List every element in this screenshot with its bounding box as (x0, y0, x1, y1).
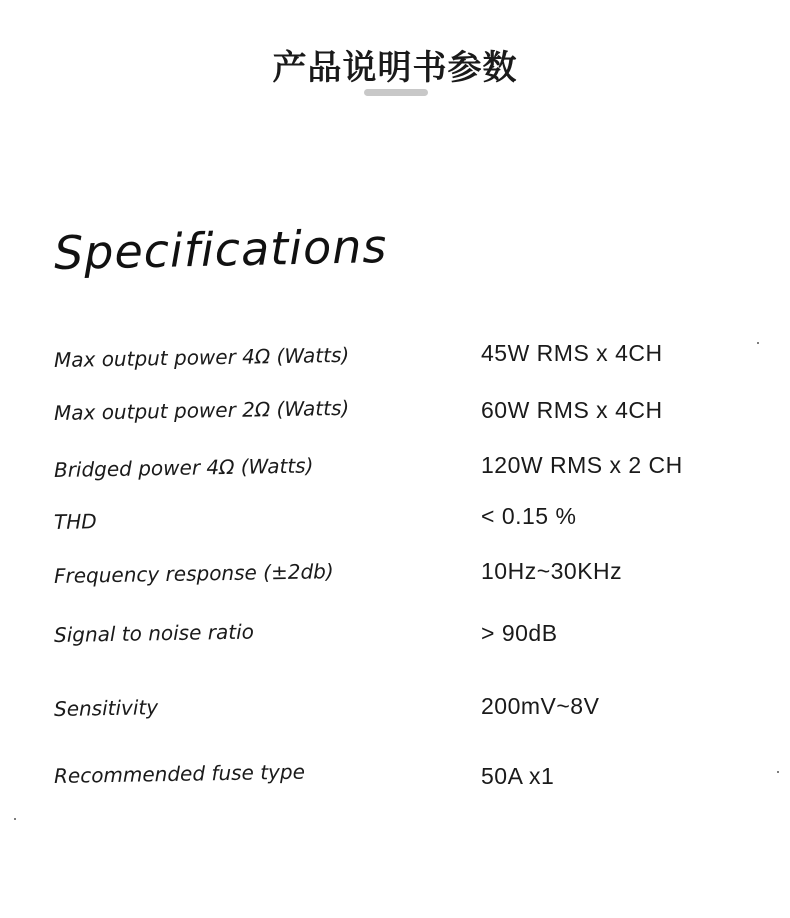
spec-label: Max output power 4Ω (Watts) (53, 342, 350, 372)
spec-value: 10Hz~30KHz (481, 558, 623, 584)
spec-label: Recommended fuse type (53, 759, 306, 788)
spec-value: < 0.15 % (481, 503, 577, 529)
scan-speck (14, 818, 16, 820)
specifications-heading: Specifications (53, 219, 388, 280)
spec-value: 60W RMS x 4CH (481, 397, 663, 423)
scan-speck (777, 771, 779, 773)
spec-value: > 90dB (481, 620, 558, 646)
scan-speck (757, 342, 759, 344)
spec-label: Signal to noise ratio (53, 619, 255, 647)
spec-label: Max output power 2Ω (Watts) (53, 395, 350, 425)
spec-value: 50A x1 (481, 763, 555, 789)
title-underline (364, 89, 428, 96)
spec-value: 200mV~8V (481, 693, 600, 719)
spec-label: Sensitivity (53, 695, 159, 721)
spec-value: 45W RMS x 4CH (481, 340, 663, 366)
spec-label: Frequency response (±2db) (53, 559, 334, 588)
spec-label: Bridged power 4Ω (Watts) (53, 453, 314, 482)
spec-label: THD (53, 509, 97, 534)
page-title: 产品说明书参数 (272, 48, 518, 88)
spec-value: 120W RMS x 2 CH (481, 452, 683, 478)
